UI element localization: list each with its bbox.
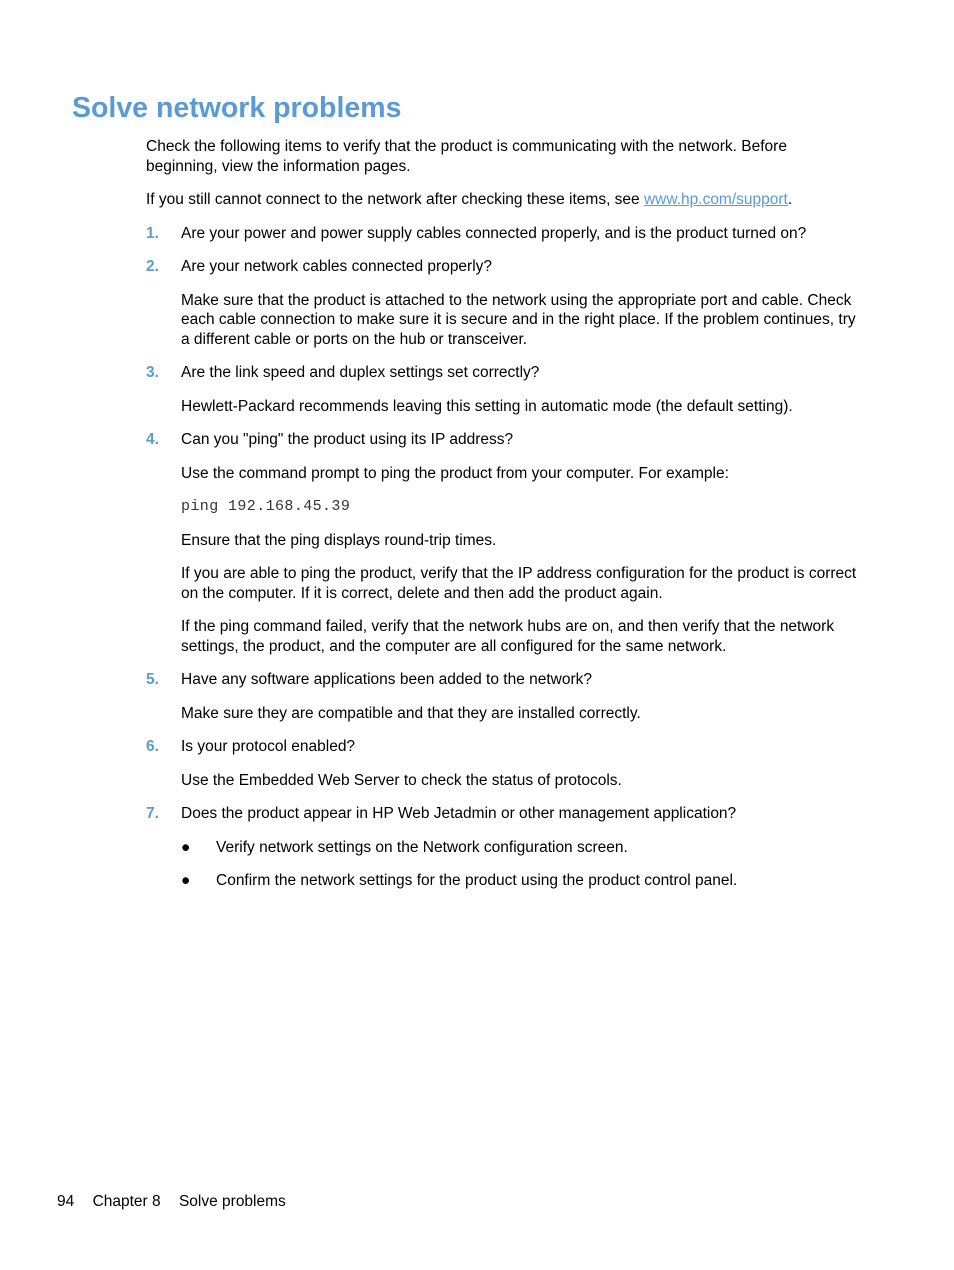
step-number: 1. bbox=[146, 224, 159, 242]
step-7 bbox=[146, 804, 861, 891]
bullet-text: Confirm the network settings for the product using the product control panel. bbox=[216, 872, 738, 889]
bullet-icon: ● bbox=[181, 838, 191, 856]
step-detail: Use the Embedded Web Server to check the status of protocols. bbox=[181, 771, 622, 789]
step-detail: Use the command prompt to ping the product from your computer. For example: bbox=[181, 464, 729, 482]
bullet-item bbox=[181, 838, 861, 858]
step-6 bbox=[146, 737, 861, 790]
step-detail: Make sure they are compatible and that they are installed correctly. bbox=[181, 704, 641, 722]
step-4 bbox=[146, 430, 861, 656]
support-paragraph bbox=[146, 190, 861, 210]
step-number: 5. bbox=[146, 671, 159, 688]
step-number: 4. bbox=[146, 431, 159, 448]
page-title: Solve network problems bbox=[72, 92, 402, 124]
support-text: If you still cannot connect to the network after checking these items, see bbox=[146, 191, 644, 208]
steps-list bbox=[146, 224, 861, 891]
step-detail: If the ping command failed, verify that the network hubs are on, and then verify that the network settings, the product, and the computer are all configured for the same network. bbox=[181, 618, 835, 655]
bullet-icon: ● bbox=[181, 872, 191, 889]
step-3 bbox=[146, 363, 861, 416]
step-question: Can you "ping" the product using its IP address? bbox=[181, 431, 514, 448]
intro-paragraph: Check the following items to verify that the product is communicating with the network. Before beginning, view the information pages. bbox=[146, 138, 787, 175]
step-detail: Make sure that the product is attached to the network using the appropriate port and cable. Check each cable connection to make sure it is secure and in the right place. If the problem continues, try a different cable or ports on the hub or transceiver. bbox=[181, 291, 856, 348]
step-question: Is your protocol enabled? bbox=[181, 738, 356, 755]
step-number: 3. bbox=[146, 364, 159, 381]
step-detail: If you are able to ping the product, verify that the IP address configuration for the product is correct on the computer. If it is correct, delete and then add the product again. bbox=[181, 565, 857, 602]
step-1 bbox=[146, 224, 861, 244]
step-question: Have any software applications been added to the network? bbox=[181, 671, 593, 688]
step-question: Does the product appear in HP Web Jetadmin or other management application? bbox=[181, 805, 737, 822]
bullet-item bbox=[181, 871, 861, 891]
step-2 bbox=[146, 257, 861, 349]
step-5 bbox=[146, 670, 861, 723]
step-number: 6. bbox=[146, 738, 159, 755]
chapter-label: Chapter 8 bbox=[92, 1193, 161, 1210]
bullet-list bbox=[181, 838, 861, 891]
page-number: 94 bbox=[57, 1193, 75, 1210]
step-question: Are your power and power supply cables connected properly, and is the product turned on? bbox=[181, 224, 807, 242]
step-number: 7. bbox=[146, 805, 159, 822]
ping-command-example: ping 192.168.45.39 bbox=[181, 498, 351, 515]
step-number: 2. bbox=[146, 258, 159, 275]
support-link[interactable]: www.hp.com/support bbox=[643, 191, 788, 208]
page-footer bbox=[57, 1192, 300, 1212]
step-question: Are your network cables connected properly? bbox=[181, 258, 493, 275]
support-text-end: . bbox=[787, 191, 793, 208]
step-question: Are the link speed and duplex settings set correctly? bbox=[181, 364, 540, 381]
bullet-text: Verify network settings on the Network configuration screen. bbox=[216, 838, 628, 856]
step-detail: Hewlett-Packard recommends leaving this setting in automatic mode (the default setting). bbox=[181, 397, 793, 415]
chapter-title: Solve problems bbox=[178, 1193, 286, 1210]
main-content bbox=[146, 137, 861, 905]
step-detail: Ensure that the ping displays round-trip times. bbox=[181, 531, 497, 549]
